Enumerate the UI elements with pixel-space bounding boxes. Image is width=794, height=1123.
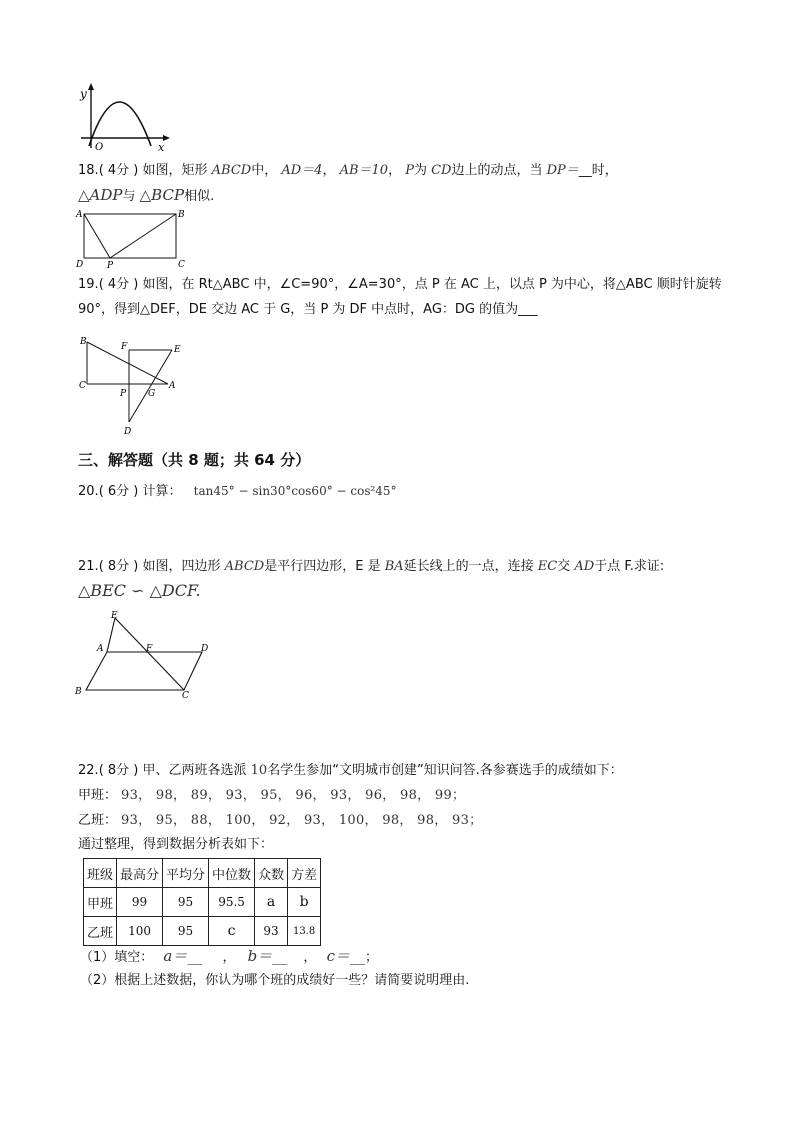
svg-text:D: D — [124, 427, 132, 437]
q21-line1: 21.( 8分 ) 如图，四边形 ABCD是平行四边形，E 是 BA延长线上的一点，连接 EC交 AD于点 F.求证: — [78, 559, 665, 574]
svg-text:B: B — [75, 687, 82, 697]
blank-a[interactable]: a＝__ — [163, 947, 203, 965]
blank-c[interactable]: c＝__ — [326, 947, 365, 965]
svg-text:E: E — [174, 345, 181, 355]
q22-data-table — [83, 858, 321, 946]
q22-class2: 乙班： 93， 95， 88， 100， 92， 93， 100， 98， 98， 93； — [78, 813, 483, 828]
q21-parallelogram-figure — [72, 608, 222, 704]
svg-text:F: F — [121, 342, 128, 352]
svg-text:A: A — [76, 210, 83, 220]
blank-b[interactable]: b＝__ — [247, 947, 288, 965]
q18-line2: △ADP与 △BCP相似. — [78, 186, 215, 204]
origin-label: O — [95, 142, 104, 152]
svg-text:F: F — [146, 644, 153, 654]
q22-table-intro: 通过整理，得到数据分析表如下： — [78, 837, 274, 852]
q18-line1: 18.( 4分 ) 如图，矩形 ABCD中， AD＝4， AB＝10， P为 CD边上的动点，当 DP＝__时， — [78, 163, 618, 178]
svg-text:P: P — [107, 261, 114, 270]
q22-class1: 甲班： 93， 98， 89， 93， 95， 96， 93， 96， 98， 99； — [78, 788, 466, 803]
svg-text:A: A — [97, 644, 104, 654]
table-header-row: 班级 最高分 平均分 中位数 众数 方差 — [84, 859, 321, 888]
q18-number: 18. — [78, 163, 99, 178]
q18-blank[interactable]: __ — [578, 163, 592, 178]
svg-text:A: A — [169, 381, 176, 391]
q22-part2: （2）根据上述数据，你认为哪个班的成绩好一些？请简要说明理由. — [80, 973, 470, 988]
q21-line2: △BEC ∽ △DCF. — [78, 581, 201, 600]
svg-text:C: C — [178, 260, 185, 270]
x-axis-label: x — [158, 141, 165, 152]
q19-rotation-figure — [76, 334, 188, 438]
svg-text:G: G — [148, 389, 156, 399]
svg-text:C: C — [182, 691, 189, 701]
svg-text:P: P — [120, 389, 127, 399]
q20-line: 20.( 6分 ) 计算： tan45° − sin30°cos60° − cos²45° — [78, 484, 397, 499]
section-3-title: 三、解答题（共 8 题；共 64 分） — [78, 451, 311, 469]
q18-score: ( 4分 ) — [98, 163, 139, 178]
q22-intro: 22.( 8分 ) 甲、乙两班各选派 10名学生参加“文明城市创建”知识问答.各参赛选手的成绩如下： — [78, 763, 623, 778]
q22-part1: （1）填空： a＝__ ， b＝__ ， c＝__； — [80, 947, 378, 965]
svg-text:B: B — [178, 210, 185, 220]
q17-parabola-graph — [75, 80, 175, 152]
svg-text:C: C — [79, 381, 86, 391]
q18-rectangle-figure — [74, 206, 186, 270]
svg-text:E: E — [111, 611, 118, 621]
q20-expression: tan45° − sin30°cos60° − cos²45° — [193, 484, 397, 498]
y-axis-label: y — [80, 87, 87, 101]
table-row: 甲班 99 95 95.5 a b — [84, 888, 321, 917]
table-row: 乙班 100 95 c 93 13.8 — [84, 917, 321, 946]
svg-text:D: D — [201, 644, 209, 654]
svg-text:D: D — [76, 260, 84, 270]
svg-text:B: B — [80, 337, 87, 347]
q19-line2: 90°，得到△DEF，DE 交边 AC 于 G，当 P 为 DF 中点时，AG：DG 的值为___ — [78, 302, 538, 317]
q19-line1: 19.( 4分 ) 如图，在 Rt△ABC 中，∠C=90°，∠A=30°，点 P 在 AC 上，以点 P 为中心，将△ABC 顺时针旋转 — [78, 277, 722, 292]
